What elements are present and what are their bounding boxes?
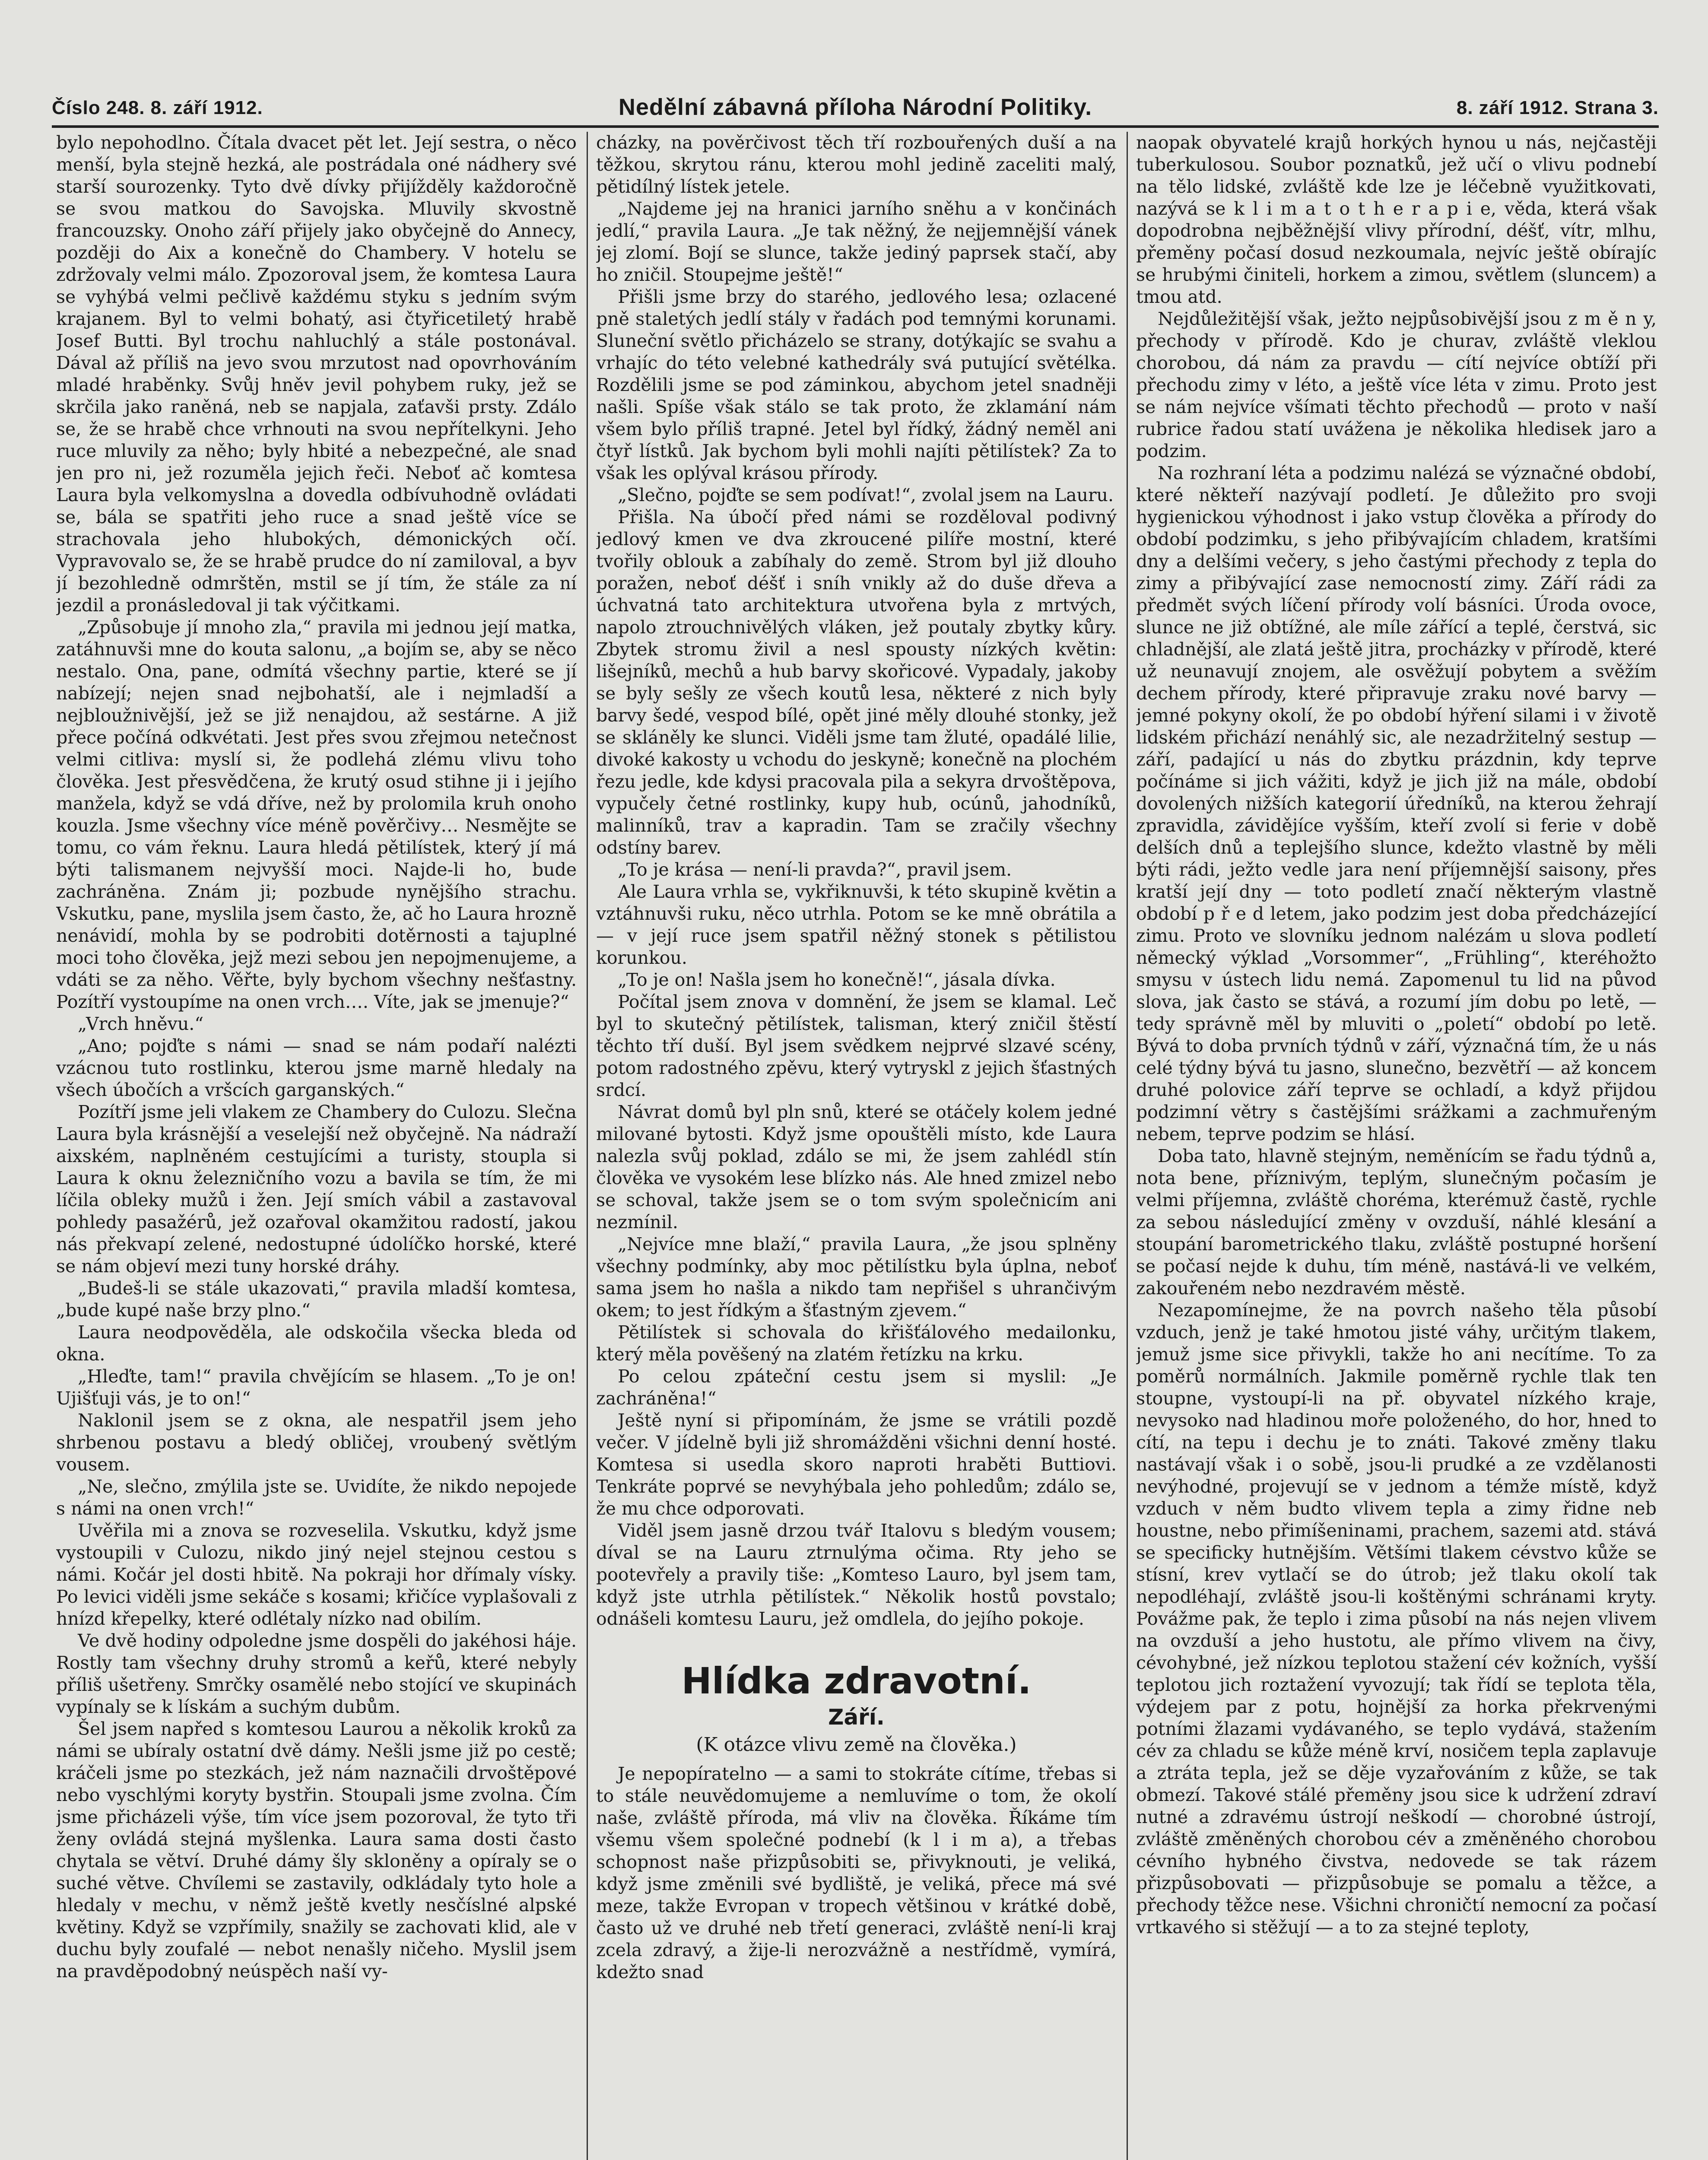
story-paragraph: Ale Laura vrhla se, vykřiknuvši, k této skupině květin a vztáhnuvši ruku, něco utrhla. Potom se ke mně obrátila a — v její ruce jsem spatřil něžný stonek s pětilistou korunkou.: [596, 881, 1117, 968]
story-paragraph: Ještě nyní si připomínám, že jsme se vrátili pozdě večer. V jídelně byli již shromážděni všichni denní hosté. Komtesa si usedla skoro naproti hraběti Buttiovi. Tenkráte poprvé se nevyhýbala jeho pohledům; zdálo se, že mu chce odporovati.: [596, 1410, 1117, 1519]
article-paragraph: naopak obyvatelé krajů horkých hynou u nás, nejčastěji tuberkulosou. Soubor poznatků, jež učí o vlivu podnebí na tělo lidské, zvláště kde lze je léčebně využitkovati, nazývá se k l i m a t o t h e r a p i e, věda, která však dopodrobna nejběžnější vlivy přírodní, déšť, vítr, mlhu, přeměny počasí dosud nezkoumala, nejvíc ještě obírajíc se hrubými činiteli, horkem a zimou, světlem (sluncem) a tmou atd.: [1136, 132, 1657, 307]
story-paragraph: Přišli jsme brzy do starého, jedlového lesa; ozlacené pně staletých jedlí stály v řadách pod temnými korunami. Sluneční světlo přicházelo se strany, dotýkajíc se svahu a vrhajíc do této velebné kathedrály svá putující světélka. Rozdělili jsme se pod záminkou, abychom jetel snadněji našli. Spíše však stálo se tak proto, že zklamání nám všem bylo příliš trapné. Jetel byl řídký, žádný neměl ani čtyř lístků. Jak bychom byli mohli najíti pětilístek? Za to však les oplýval krásou přírody.: [596, 286, 1117, 483]
story-paragraph: „Hleďte, tam!“ pravila chvějícím se hlasem. „To je on! Ujišťuji vás, je to on!“: [56, 1366, 577, 1409]
story-paragraph: „To je krása — není-li pravda?“, pravil jsem.: [618, 859, 1012, 880]
story-paragraph: cházky, na pověrčivost těch tří rozbouřených duší a na těžkou, skrytou ránu, kterou mohl jedině zaceliti malý, pětidílný lístek jetele.: [596, 132, 1117, 197]
article-paragraph: Nezapomínejme, že na povrch našeho těla působí vzduch, jenž je také hmotou jisté váhy, určitým tlakem, jemuž jsme sice přivykli, takže ho ani necítíme. To za poměrů normálních. Jakmile poměrně rychle tlak ten stoupne, vystoupí-li na př. obyvatel nízkého kraje, nevysoko nad hladinou moře položeného, do hor, hned to cítí, na tepu i dechu je to znáti. Takové změny tlaku nastávají však i o sobě, jsou-li prudké a ze vzdělanosti nevýhodné, projevují se v jednom a témže místě, když vzduch v něm budto vlivem tepla a zimy řidne neb houstne, nebo přimíšeninami, prachem, sazemi atd. stává se specificky hutnějším. Většími tlakem cévstvo kůže se stísní, krev vytlačí se do útrob; jež tlaku okolí tak nepodléhají, zvláště jsou-li koštěnými schránami kryty. Povážme pak, že teplo i zima působí na nás nejen vlivem na ovzduší a jeho hustotu, ale přímo vlivem na čivy, cévohybné, jež nízkou teplotou stažení cév kožních, vyšší teplotou jich roztažení vyvozují; tak řídí se teplota těla, výdejem par z potu, hojnější za horka překrvenými potními žlazami vydávaného, se teplo vydává, stažením cév za chladu se kůže méně krví, nosičem tepla zaplavuje a ztráta tepla, jež se děje vyzařováním z kůže, se tak obmezí. Takové stálé přeměny jsou sice k udržení zdraví nutné a zdravému ústrojí neškodí — chorobné ústrojí, zvláště změněných chorobou cév a změněného chorobou cévního hybného čivstva, nedovede se tak rázem přizpůsobovati — přizpůsobuje se pomalu a těžce, a přechody těžce nese. Všichni chroničtí nemocní za počasí vrtkavého si stěžují — a to za stejné teploty,: [1136, 1300, 1657, 1938]
story-paragraph: Laura neodpověděla, ale odskočila všecka bleda od okna.: [56, 1322, 577, 1365]
article-paragraph: Na rozhraní léta a podzimu nalézá se význačné období, které někteří nazývají podletí. Je důležito pro svoji hygienickou výhodnost i jako vstup člověka a přírody do období podzimku, s jeho přibývajícím chladem, kratšími dny a delšími večery, s jeho častými přechody z tepla do zimy a přibývající zase nemocností zimy. Září rádi za předmět svých líčení přírody volí básníci. Úroda ovoce, slunce ne již obtížné, ale míle zářící a teplé, čerstvá, sic chladnější, ale zlatá ještě jitra, procházky v přírodě, které už neunavují znojem, ale osvěžují pobytem a svěžím dechem přírody, které připravuje zraku nové barvy — jemné pokyny okolí, že po období hýření silami i v životě lidském přichází nenáhlý sic, ale nezadržitelný sestup — září, padající u nás do zbytku prázdnin, kdy teprve počínáme si jich vážiti, když je jich již na mále, období dovolených nižších kategorií úředníků, na kterou žehrají zpravidla, závidějíce vyšším, kteří zvolí si ferie v době delších dnů a teplejšího slunce, kdežto vlastně by měli býti rádi, ježto vedle jara není příjemnější saisony, přes kratší její dny — toto podletí značí některým vlastně období p ř e d letem, jako podzim jest doba předcházející zimu. Proto ve slovníku jednom nalézám u slova podletí německý výklad „Vorsommer“, „Frühling“, kteréhožto smysu v ústech lidu nemá. Zapomenul tu lid na původ slova, jak často se stává, a rozumí jím dobu po letě, — tedy správně měl by mluviti o „poletí“ období po letě. Bývá to doba prvních týdnů v září, význačná tím, že u nás celé týdny bývá tu jasno, slunečno, bezvětří — až koncem druhé polovice září teprve se ochladí, a když přijdou podzimní větry s častějšími srážkami a zachmuřeným nebem, teprve podzim se hlásí.: [1136, 463, 1657, 1144]
story-paragraph: „To je on! Našla jsem ho konečně!“, jásala dívka.: [618, 969, 1056, 990]
article-paragraph: Nejdůležitější však, ježto nejpůsobivější jsou z m ě n y, přechody v přírodě. Kdo je churav, zvláště vleklou chorobou, dá nám za pravdu — cítí nejvíce obtíží při přechodu zimy v léto, a ještě více léta v zimu. Proto jest se nám nejvíce všímati těchto přechodů — proto v naší rubrice řadou statí uvážena je několika hledisek jaro a podzim.: [1136, 308, 1657, 461]
story-paragraph: „Budeš-li se stále ukazovati,“ pravila mladší komtesa, „bude kupé naše brzy plno.“: [56, 1278, 577, 1321]
header-rule: [52, 125, 1659, 128]
story-paragraph: Šel jsem napřed s komtesou Laurou a několik kroků za námi se ubíraly ostatní dvě dámy. Nešli jsme již po cestě; kráčeli jsme po stezkách, jež nám naznačili drvoštěpové nebo vyschlými koryty bystřin. Stoupali jsme zvolna. Čím jsme přicházeli výše, tím více jsem pozoroval, že tyto tři ženy ovládá stejná myšlenka. Laura sama dosti často chytala se větví. Druhé dámy šly skloněny a opíraly se o suché větve. Chvílemi se zastavily, odkládaly tyto hole a hledaly v mechu, v němž ještě kvetly nesčíslné alpské květiny. Když se vzpřímily, snažily se zachovati klid, ale v duchu byly zoufalé — nebot nenašly ničeho. Myslil jsem na pravděpodobný neúspěch naší vy-: [56, 1718, 577, 1982]
column-2: [596, 132, 1117, 2160]
story-paragraph: „Způsobuje jí mnoho zla,“ pravila mi jednou její matka, zatáhnuvši mne do kouta salonu, „a bojím se, aby se něco nestalo. Ona, pane, odmítá všechny partie, které se jí nabízejí; nejen snad nejbohatší, ale i nejmladší a nejbloužnivější, jež se již nenajdou, až sestárne. A již přece počíná odkvétati. Jest přes svou zřejmou netečnost velmi citliva: myslí si, že podlehá zlému vlivu toho člověka. Jest přesvědčena, že krutý osud stihne ji i jejího manžela, když se vdá dříve, než by prolomila kruh onoho kouzla. Jsme všechny více méně pověrčivy… Nesmějte se tomu, co vám řeknu. Laura hledá pětilístek, který jí má býti talismanem nejvyšší moci. Najde-li ho, bude zachráněna. Znám ji; pozbude nynějšího strachu. Vskutku, pane, myslila jsem často, že, ač ho Laura hrozně nenávidí, mohla by se podrobiti dotěrnosti a tajuplné moci toho člověka, jejž mezi sebou jen nepojmenujeme, a vdáti se za něho. Věřte, byly bychom všechny nešťastny. Pozítří vystoupíme na onen vrch…. Víte, jak se jmenuje?“: [56, 617, 577, 1012]
section-month: Září.: [828, 1705, 885, 1730]
masthead: [52, 89, 1659, 123]
column-divider: [1127, 132, 1128, 2160]
article-paragraph: Doba tato, hlavně stejným, neměnícím se řadu týdnů a, nota bene, příznivým, teplým, slunečným počasím je velmi příjemna, zvláště choréma, kterémuž častě, rychle za sebou následující změny v ovzduší, náhlé klesání a stoupání barometrického tlaku, zvláště postupné horšení se počasí nejde k duhu, tím méně, nastává-li ve velkém, zakouřeném nebo nezdravém městě.: [1136, 1146, 1657, 1299]
story-paragraph: Uvěřila mi a znova se rozveselila. Vskutku, když jsme vystoupili v Culozu, nikdo jiný nejel stejnou cestou s námi. Kočár jel dosti hbitě. Na pokraji hor dřímaly vísky. Po levici viděli jsme sekáče s kosami; křičíce vyplašovali z hnízd křepelky, které odlétaly nízko nad obilím.: [56, 1520, 577, 1629]
column-3: [1136, 132, 1657, 2160]
story-paragraph: „Nejvíce mne blaží,“ pravila Laura, „že jsou splněny všechny podmínky, aby moc pětilístku byla úplna, neboť sama jsem ho našla a nikdo tam nepřišel s uhrančivým okem; to jest řídkým a šťastným zjevem.“: [596, 1234, 1117, 1321]
story-paragraph: Pozítří jsme jeli vlakem ze Chambery do Culozu. Slečna Laura byla krásnější a veselejší než obyčejně. Na nádraží aixském, naplněném cestujícími a turisty, stoupla si Laura k oknu železničního vozu a bavila se tím, že mi líčila obleky mužů i žen. Její smích vábil a zastavoval pohledy pasažérů, jež ozařoval okamžitou radostí, jakou nás překvapí zelené, nedostupné údolíčko horské, které se nám objeví mezi tuny horské dráhy.: [56, 1102, 577, 1277]
story-paragraph: „Ano; pojďte s námi — snad se nám podaří nalézti vzácnou tuto rostlinku, kterou jsme marně hledaly na všech úbočích a vršcích garganských.“: [56, 1036, 577, 1100]
story-paragraph: Viděl jsem jasně drzou tvář Italovu s bledým vousem; díval se na Lauru ztrnulýma očima. Rty jeho se pootevřely a pravily tiše: „Komteso Lauro, byl jsem tam, když jste utrhla pětilístek.“ Několik hostů povstalo; odnášeli komtesu Lauru, jež omdlela, do jejího pokoje.: [596, 1520, 1117, 1629]
article-paragraph: Je nepopíratelno — a sami to stokráte cítíme, třebas si to stále neuvědomujeme a nemluvíme o tom, že okolí naše, zvláště příroda, má vliv na člověka. Říkáme tím všemu všem společné podnebí (k l i m a), a třebas schopnost naše přizpůsobiti se, přivyknouti, je veliká, když jsme změnili své bydliště, je veliká, přece má své meze, takže Evropan v tropech většinou v krátké době, často už ve druhé neb třetí generaci, zvláště není-li kraj zcela zdravý, a žije-li nerozvážně a nestřídmě, vymírá, kdežto snad: [596, 1763, 1117, 1982]
story-paragraph: Ve dvě hodiny odpoledne jsme dospěli do jakéhosi háje. Rostly tam všechny druhy stromů a keřů, které nebyly příliš ušetřeny. Smrčky osamělé nebo stojící ve skupinách vypínaly se k lískám a suchým dubům.: [56, 1630, 577, 1717]
story-paragraph: „Ne, slečno, zmýlila jste se. Uvidíte, že nikdo nepojede s námi na onen vrch!“: [56, 1476, 577, 1519]
story-paragraph: Návrat domů byl pln snů, které se otáčely kolem jedné milované bytosti. Když jsme opouštěli místo, kde Laura nalezla svůj poklad, zdálo se mi, že jsem zahlédl stín člověka ve vysokém lese blízko nás. Ale hned zmizel nebo se schoval, takže jsem se o tom svým společnicím ani nezmínil.: [596, 1102, 1117, 1232]
story-paragraph: Po celou zpáteční cestu jsem si myslil: „Je zachráněna!“: [596, 1366, 1117, 1409]
story-paragraph: „Najdeme jej na hranici jarního sněhu a v končinách jedlí,“ pravila Laura. „Je tak něžný, že nejjemnější vánek jej zlomí. Bojí se slunce, takže jediný paprsek stačí, aby ho zničil. Stoupejme ještě!“: [596, 198, 1117, 285]
story-paragraph: bylo nepohodlno. Čítala dvacet pět let. Její sestra, o něco menší, byla stejně hezká, ale postrádala oné nádhery své starší sourozenky. Tyto dvě dívky přijížděly každoročně se svou matkou do Savojska. Mluvily skvostně francouzsky. Onoho září přijely jako obyčejně do Annecy, později do Aix a konečně do Chambery. V hotelu se zdržovaly velmi málo. Zpozoroval jsem, že komtesa Laura se vyhýbá velmi pečlivě každému styku s jedním svým krajanem. Byl to velmi bohatý, asi čtyřicetiletý hrabě Josef Butti. Byl trochu nahluchlý a stále postonával. Dával až příliš na jevo svou mrzutost nad opovrhováním mladé hraběnky. Svůj hněv jevil pohybem ruky, jež se skrčila jako raněná, neb se napjala, zaťavši prsty. Zdálo se, že se hrabě chce vrhnouti na svou nepřítelkyni. Jeho ruce mluvily za něho; byly hbité a nebezpečné, ale snad jen pro ni, jež rozuměla jejich řeči. Neboť ač komtesa Laura byla velkomyslna a dovedla odbívuhodně ovládati se, bála se spatřiti jeho ruce a snad ještě více se strachovala jeho hlubokých, démonických očí. Vypravovalo se, že se hrabě prudce do ní zamiloval, a byv jí bezohledně odmrštěn, mstil se jí tím, že stále za ní jezdil a pronásledoval ji tak výčitkami.: [56, 132, 577, 616]
date-page-info: 8. září 1912. Strana 3.: [1456, 97, 1659, 118]
story-paragraph: „Slečno, pojďte se sem podívat!“, zvolal jsem na Lauru.: [618, 485, 1114, 505]
section-subtitle: (K otázce vlivu země na člověka.): [696, 1734, 1017, 1756]
story-paragraph: Pětilístek si schovala do křišťálového medailonku, který měla pověšený na zlatém řetízku na krku.: [596, 1322, 1117, 1365]
column-divider: [587, 132, 588, 2160]
story-paragraph: Počítal jsem znova v domnění, že jsem se klamal. Leč byl to skutečný pětilístek, talisman, který zničil štěstí těchto tří duší. Byl jsem svědkem nejprvé slzavé scény, potom radostného zpěvu, který vytryskl z jejich šťastných srdcí.: [596, 991, 1117, 1100]
story-paragraph: Přišla. Na úbočí před námi se rozděloval podivný jedlový kmen ve dva zkroucené pilíře mostní, které tvořily oblouk a zabíhaly do země. Strom byl již dlouho poražen, neboť déšť i sníh vnikly až do duše dřeva a úchvatná tato architektura utvořena byla z mrtvých, napolo ztrouchnivělých vláken, jež poutaly zbytky kůry. Zbytek stromu živil a nesl spousty nízkých květin: lišejníků, mechů a hub barvy skořicové. Vypadaly, jakoby se byly sešly ze všech koutů lesa, některé z nich byly barvy šedé, vespod bílé, opět jiné měly dlouhé stonky, jež se skláněly ke slunci. Viděli jsme tam žluté, opadálé lilie, divoké kakosty u vchodu do jeskyně; konečně na plochém řezu jedle, kde kdysi pracovala pila a sekyra drvoštěpova, vypučely četné rostlinky, kupy hub, ocúnů, jahodníků, malinníků, trav a kapradin. Tam se zračily všechny odstíny barev.: [596, 507, 1117, 858]
section-title: Hlídka zdravotní.: [681, 1660, 1032, 1702]
issue-info: Číslo 248. 8. září 1912.: [52, 97, 263, 118]
story-paragraph: „Vrch hněvu.“: [78, 1013, 204, 1034]
story-paragraph: Naklonil jsem se z okna, ale nespatřil jsem jeho shrbenou postavu a bledý obličej, vroubený světlým vousem.: [56, 1410, 577, 1475]
column-1: [56, 132, 577, 2160]
publication-title: Nedělní zábavná příloha Národní Politiky.: [618, 94, 1092, 120]
